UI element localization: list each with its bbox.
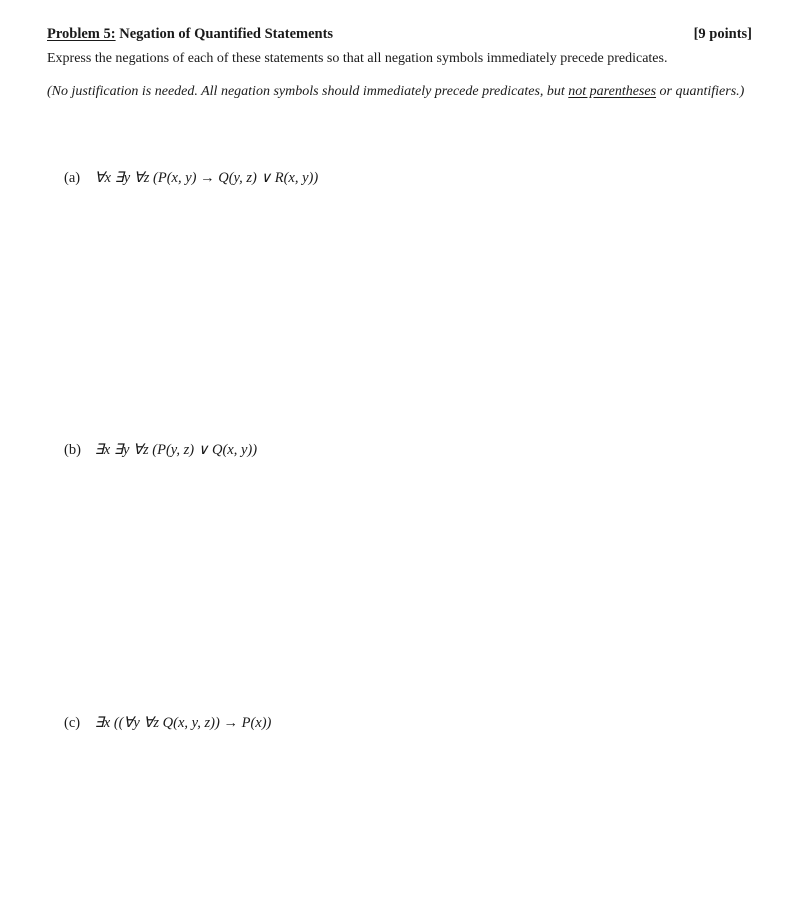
part-a xyxy=(64,170,318,187)
problem-points: [9 points] xyxy=(693,26,752,42)
problem-header xyxy=(47,26,752,43)
problem-page xyxy=(47,26,752,101)
problem-note xyxy=(47,82,752,101)
part-b-formula: ∃x ∃y ∀z (P(y, z) ∨ Q(x, y)) xyxy=(94,442,258,458)
note-underlined-text: not parentheses xyxy=(568,84,657,99)
part-c xyxy=(64,715,271,732)
part-b xyxy=(64,442,257,459)
part-a-formula: ∀x ∃y ∀z (P(x, y) → Q(y, z) ∨ R(x, y)) xyxy=(94,170,319,186)
problem-title: Negation of Quantified Statements xyxy=(115,26,334,42)
problem-heading xyxy=(47,26,333,43)
problem-label: Problem 5: xyxy=(47,26,116,42)
part-c-tag: (c) xyxy=(64,715,81,731)
problem-instructions: Express the negations of each of these statements so that all negation symbols immediately precede predicates. xyxy=(47,51,668,66)
note-text-before: (No justification is needed. All negation symbols should immediately precede predicates, but xyxy=(47,84,569,99)
part-a-tag: (a) xyxy=(64,170,81,186)
note-text-after: or quantifiers.) xyxy=(656,84,745,99)
part-b-tag: (b) xyxy=(64,442,81,458)
part-c-formula: ∃x ((∀y ∀z Q(x, y, z)) → P(x)) xyxy=(94,715,272,731)
